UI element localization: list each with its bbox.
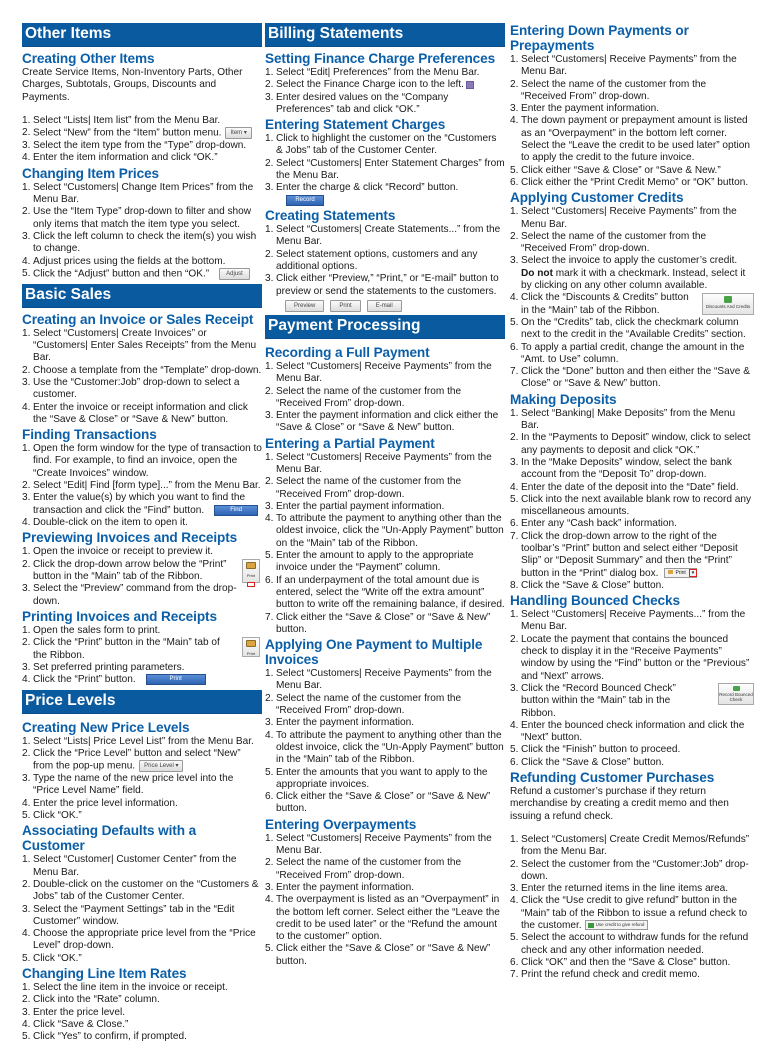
step: 1. Select “Customers| Receive Payments” from the Menu Bar. bbox=[265, 668, 492, 692]
step: 3. Enter the charge & click “Record” button.Record bbox=[265, 182, 505, 207]
step: 2. Select “New” from the “Item” button menu. Item ▾ bbox=[22, 127, 262, 140]
heading-one-payment-multiple-invoices: Applying One Payment to Multiple Invoices bbox=[265, 637, 483, 668]
heading-bounced-checks: Handling Bounced Checks bbox=[510, 593, 680, 609]
step: 6. Click either the “Print Credit Memo” or “OK” button. bbox=[510, 176, 749, 188]
step: 4. Enter the date of the deposit into the “Date” field. bbox=[510, 481, 739, 493]
step: 4. Enter the bounced check information and click the “Next” button. bbox=[510, 719, 745, 744]
step: 3. Set preferred printing parameters. bbox=[22, 661, 185, 673]
step: 3. Enter the payment information. bbox=[265, 717, 415, 729]
heading-entering-statement-charges: Entering Statement Charges bbox=[265, 117, 446, 133]
heading-finance-charge-preferences: Setting Finance Charge Preferences bbox=[265, 51, 496, 66]
item-menu-button[interactable]: Item ▾ bbox=[225, 127, 251, 139]
step: 1. Select “Customers| Create Credit Memos/Refunds” from the Menu Bar. bbox=[510, 833, 750, 858]
step: 1. Click to highlight the customer on the “Customers & Jobs” tab of the Customer Center. bbox=[265, 133, 497, 157]
step: 1. Select “Customers| Receive Payments” from the Menu Bar. bbox=[510, 206, 737, 230]
steps-list bbox=[22, 115, 262, 165]
finance-charge-icon[interactable] bbox=[466, 81, 474, 89]
step: 1. Select “Lists| Item list” from the Menu Bar. bbox=[22, 114, 221, 126]
print-split-button[interactable] bbox=[664, 568, 697, 578]
step: 4. Click “Save & Close.” bbox=[22, 1018, 129, 1030]
step: 3. Type the name of the new price level into the “Price Level Name” field. bbox=[22, 773, 234, 797]
step: 2. Select the customer from the “Customer:Job” drop-down. bbox=[510, 858, 749, 882]
section-title-billing-statements: Billing Statements bbox=[265, 23, 505, 47]
heading-printing-invoices: Printing Invoices and Receipts bbox=[22, 608, 217, 624]
heading-refunding-purchases: Refunding Customer Purchases bbox=[510, 770, 715, 786]
heading-creating-price-levels: Creating New Price Levels bbox=[22, 719, 190, 735]
step: 3. Click the left column to check the item(s) you wish to change. bbox=[22, 230, 257, 255]
steps-list bbox=[265, 668, 505, 816]
step: 2. Double-click on the customer on the “Customers & Jobs” tab of the Customer Center. bbox=[22, 878, 259, 903]
step: 1. Select “Customers| Receive Payments” from the Menu Bar. bbox=[510, 54, 737, 78]
step: 5. Click either the “Save & Close” or “Save & New” button. bbox=[265, 943, 491, 967]
heading-creating-other-items: Creating Other Items bbox=[22, 51, 155, 66]
discounts-credits-icon[interactable]: Discounts And Credits bbox=[702, 293, 754, 315]
column-1 bbox=[22, 23, 262, 1043]
column-2 bbox=[265, 23, 505, 968]
steps-list bbox=[22, 854, 262, 965]
heading-associating-defaults: Associating Defaults with a Customer bbox=[22, 823, 197, 854]
step: 4. To attribute the payment to anything other than the oldest invoice, click the “Un-Apply Payment” button in the “Main” tab of the Ribbon. bbox=[265, 729, 504, 766]
section-title-basic-sales: Basic Sales bbox=[22, 284, 262, 308]
steps-list bbox=[22, 546, 262, 607]
statement-buttons bbox=[285, 300, 505, 312]
steps-list bbox=[265, 224, 505, 298]
record-bounced-check-icon[interactable]: Record Bounced Check bbox=[718, 683, 754, 705]
record-button[interactable]: Record bbox=[286, 195, 324, 206]
step: 3. Enter the price level. bbox=[22, 1006, 126, 1018]
step: 1. Select “Edit| Preferences” from the Menu Bar. bbox=[265, 67, 480, 78]
adjust-button[interactable]: Adjust bbox=[219, 268, 250, 280]
step: 2. Select the name of the customer from the “Received From” drop-down. bbox=[265, 476, 462, 500]
step: 3. In the “Make Deposits” window, select the bank account from the “Deposit To” drop-down. bbox=[510, 456, 732, 481]
step: 1. Select “Customer| Customer Center” from the Menu Bar. bbox=[22, 854, 237, 878]
steps-list bbox=[265, 833, 505, 968]
steps-list bbox=[510, 834, 754, 982]
step: 5. Select the account to withdraw funds for the refund check and any other information needed. bbox=[510, 932, 749, 956]
step: 7. Click the drop-down arrow to the right of the toolbar’s “Print” button and select either “Deposit Slip” or “Deposit Summary” and then the “Print” button in the “Print” dialog box. Print ▾ bbox=[510, 530, 738, 579]
printer-icon bbox=[246, 562, 256, 569]
step: 3. Click either “Preview,” “Print,” or “E-mail” button to preview or send the statements to the customers. bbox=[265, 273, 499, 297]
step: 6. If an underpayment of the total amount due is entered, select the “Write off the extra amount” button to write off the remaining balance, if desired. bbox=[265, 574, 505, 611]
steps-list bbox=[265, 67, 505, 116]
steps-list bbox=[22, 625, 262, 687]
heading-making-deposits: Making Deposits bbox=[510, 391, 617, 407]
step: 6. Enter any “Cash back” information. bbox=[510, 518, 677, 530]
step: 2. In the “Payments to Deposit” window, click to select any payments to deposit and click “OK.” bbox=[510, 432, 751, 456]
heading-changing-item-prices: Changing Item Prices bbox=[22, 165, 159, 181]
step: 4. Click the “Print” button. Print bbox=[22, 674, 262, 686]
step: 2. Use the “Item Type” drop-down to filter and show only items that match the item type you select. bbox=[22, 206, 252, 230]
step: 1. Select “Lists| Price Level List” from the Menu Bar. bbox=[22, 735, 254, 747]
step: 4. The down payment or prepayment amount is listed as an “Overpayment” in the bottom left corner. Select the “Leave the credit to be used later” option to apply the credit to the future invoice. bbox=[510, 115, 750, 164]
steps-list bbox=[265, 133, 505, 207]
step: 5. Click “Yes” to confirm, if prompted. bbox=[22, 1031, 187, 1043]
step: 2. Select “Edit| Find [form type]...” from the Menu Bar. bbox=[22, 480, 261, 492]
heading-previewing-invoices: Previewing Invoices and Receipts bbox=[22, 530, 238, 546]
print-dropdown-icon[interactable]: Print bbox=[242, 559, 260, 583]
print-icon: Print bbox=[665, 570, 689, 576]
print-button[interactable]: Print bbox=[146, 674, 206, 685]
steps-list bbox=[510, 206, 754, 390]
step: 7. Click the “Done” button and then either the “Save & Close” or “Save & New” button. bbox=[510, 366, 750, 390]
print-ribbon-icon[interactable]: Print bbox=[242, 637, 260, 657]
steps-list bbox=[22, 443, 262, 529]
step: 3. Select the invoice to apply the customer’s credit. Do not mark it with a checkmark. Instead, select it by clicking on any other column available. bbox=[510, 255, 746, 292]
step: 2. Click into the “Rate” column. bbox=[22, 994, 160, 1006]
printer-icon bbox=[246, 640, 256, 647]
step: 3. Enter desired values on the “Company Preferences” tab and click “OK.” bbox=[265, 91, 449, 115]
step: 5. Click the “Finish” button to proceed. bbox=[510, 744, 681, 756]
section-title-other-items: Other Items bbox=[22, 23, 262, 47]
step: 3. Click the “Record Bounced Check” button within the “Main” tab in the Ribbon. Record Bounced Check bbox=[510, 682, 753, 719]
step: 8. Click the “Save & Close” button. bbox=[510, 579, 665, 591]
intro-text: Create Service Items, Non-Inventory Parts, Other Charges, Subtotals, Groups, Discounts and Payments. bbox=[22, 67, 243, 103]
step: 2. Select the name of the customer from the “Received From” drop-down. bbox=[265, 692, 462, 717]
steps-list bbox=[22, 182, 262, 281]
step: 4. Double-click on the item to open it. bbox=[22, 517, 188, 529]
step: 4. Choose the appropriate price level from the “Price Level” drop-down. bbox=[22, 928, 256, 952]
step: 6. Click “OK” and then the “Save & Close” button. bbox=[510, 956, 731, 968]
step: 3. Select the “Payment Settings” tab in the “Edit Customer” window. bbox=[22, 903, 235, 927]
step: 5. Enter the amount to apply to the appropriate invoice under the “Payment” column. bbox=[265, 550, 474, 574]
step: 5. Click “OK.” bbox=[22, 952, 82, 964]
step: 3. Select the “Preview” command from the drop-down. bbox=[22, 583, 237, 607]
use-credit-refund-button[interactable]: Use credit to give refund bbox=[585, 920, 649, 930]
steps-list bbox=[510, 54, 754, 189]
step: 1. Select “Customers| Receive Payments...” from the Menu Bar. bbox=[510, 609, 746, 633]
step: 1. Open the sales form to print. bbox=[22, 624, 161, 636]
steps-list bbox=[510, 408, 754, 592]
step: 2. Select the name of the customer from the “Received From” drop-down. bbox=[265, 385, 462, 409]
step: 2. Select the name of the customer from the “Received From” drop-down. bbox=[510, 78, 707, 102]
step: 5. Click “OK.” bbox=[22, 810, 82, 822]
step: 4. Click the “Use credit to give refund” button in the “Main” tab of the Ribbon to issue a refund check to the customer. Use credit to give refund bbox=[510, 895, 748, 931]
step: 7. Print the refund check and credit memo. bbox=[510, 969, 700, 981]
step: 6. Click the “Save & Close” button. bbox=[510, 756, 665, 768]
step: 4. Enter the price level information. bbox=[22, 797, 178, 809]
price-level-button[interactable]: Price Level ▾ bbox=[139, 760, 183, 772]
step: 3. Use the “Customer:Job” drop-down to select a customer. bbox=[22, 376, 240, 401]
step: 1. Select the line item in the invoice or receipt. bbox=[22, 981, 228, 993]
step: 2. Click the “Price Level” button and select “New” from the pop-up menu. Price Level ▾ bbox=[22, 747, 241, 772]
heading-applying-customer-credits: Applying Customer Credits bbox=[510, 190, 684, 206]
heading-down-payments: Entering Down Payments or Prepayments bbox=[510, 23, 689, 53]
heading-finding-transactions: Finding Transactions bbox=[22, 427, 157, 443]
step: 2. Click the “Print” button in the “Main” tab of the Ribbon. Print bbox=[22, 637, 262, 662]
heading-partial-payment: Entering a Partial Payment bbox=[265, 435, 435, 451]
step: 2. Select the Finance Charge icon to the left. bbox=[265, 79, 505, 91]
step: 2. Choose a template from the “Template” drop-down. bbox=[22, 364, 262, 376]
section-title-price-levels: Price Levels bbox=[22, 690, 262, 714]
step: 4. Click the “Discounts & Credits” button in the “Main” tab of the Ribbon. Discounts And Credits bbox=[510, 292, 754, 317]
heading-creating-invoice: Creating an Invoice or Sales Receipt bbox=[22, 311, 254, 327]
step: 7. Click either the “Save & Close” or “Save & New” button. bbox=[265, 611, 491, 635]
step: 2. Click the drop-down arrow below the “Print” button in the “Main” tab of the Ribbon. Print bbox=[22, 559, 262, 584]
step: 1. Open the invoice or receipt to preview it. bbox=[22, 546, 214, 558]
heading-entering-overpayments: Entering Overpayments bbox=[265, 816, 417, 832]
column-3 bbox=[510, 22, 754, 981]
step: 1. Select “Customers| Create Invoices” or “Customers| Enter Sales Receipts” from the Menu Bar. bbox=[22, 327, 257, 364]
email-button[interactable]: E-mail bbox=[367, 300, 402, 312]
step: 3. Enter the value(s) by which you want to find the transaction and click the “Find” button. Find bbox=[22, 492, 262, 517]
steps-list bbox=[265, 452, 505, 636]
step: 1. Open the form window for the type of transaction to find. For example, to find an invoice, open the “Create Invoices” window. bbox=[22, 443, 262, 479]
step: 1. Select “Customers| Receive Payments” from the Menu Bar. bbox=[265, 451, 492, 475]
find-button[interactable]: Find bbox=[214, 505, 258, 516]
step: 2. Select the name of the customer from the “Received From” drop-down. bbox=[510, 230, 707, 255]
step: 3. Enter the returned items in the line items area. bbox=[510, 883, 729, 895]
section-title-payment-processing: Payment Processing bbox=[265, 315, 505, 339]
step: 2. Select the name of the customer from the “Received From” drop-down. bbox=[265, 857, 462, 881]
step: 3. Enter the payment information and click either the “Save & Close” or “Save & New” button. bbox=[265, 410, 499, 434]
preview-button[interactable]: Preview bbox=[285, 300, 324, 312]
step: 2. Locate the payment that contains the bounced check to display it in the “Receive Payments” window by using the “Find” button or the “Previous” and “Next” arrows. bbox=[510, 633, 750, 682]
step: 2. Select statement options, customers and any additional options. bbox=[265, 248, 478, 273]
step: 6. Click either the “Save & Close” or “Save & New” button. bbox=[265, 791, 491, 815]
heading-recording-full-payment: Recording a Full Payment bbox=[265, 344, 430, 360]
step: 6. To apply a partial credit, change the amount in the “Amt. to Use” column. bbox=[510, 341, 745, 365]
steps-list bbox=[22, 328, 262, 426]
step: 1. Select “Customers| Receive Payments” from the Menu Bar. bbox=[265, 360, 492, 385]
steps-list bbox=[265, 361, 505, 435]
step: 4. Enter the item information and click “OK.” bbox=[22, 152, 218, 164]
heading-changing-line-item-rates: Changing Line Item Rates bbox=[22, 965, 187, 981]
step: 3. Select the item type from the “Type” drop-down. bbox=[22, 140, 247, 152]
step: 5. On the “Credits” tab, click the checkmark column next to the credit in the “Available Credits” section. bbox=[510, 316, 746, 341]
do-not-emphasis: Do not bbox=[521, 267, 553, 279]
step: 4. Adjust prices using the fields at the bottom. bbox=[22, 255, 226, 267]
chevron-down-icon: ▾ bbox=[691, 569, 695, 576]
step: 5. Enter the amounts that you want to apply to the appropriate invoices. bbox=[265, 766, 488, 790]
step: 5. Click the “Adjust” button and then “OK.” Adjust bbox=[22, 268, 262, 281]
intro-text: Refund a customer’s purchase if they return merchandise by creating a credit memo and then issuing a refund check. bbox=[510, 786, 729, 822]
step: 3. Enter the partial payment information. bbox=[265, 500, 445, 512]
step: 5. Click into the next available blank row to record any miscellaneous amounts. bbox=[510, 493, 752, 518]
step: 2. Select “Customers| Enter Statement Charges” from the Menu Bar. bbox=[265, 157, 505, 182]
step: 1. Select “Banking| Make Deposits” from the Menu Bar. bbox=[510, 407, 736, 432]
print-button[interactable]: Print bbox=[330, 300, 360, 312]
step: 4. To attribute the payment to anything other than the oldest invoice, click the “Un-Apply Payment” button on the “Main” tab of the Ribbon. bbox=[265, 513, 504, 549]
steps-list bbox=[22, 982, 262, 1043]
heading-creating-statements: Creating Statements bbox=[265, 208, 396, 224]
step: 4. The overpayment is listed as an “Overpayment” in the bottom left corner. Select either the “Leave the credit to be used later” or the “Refund the amount to the customer” option. bbox=[265, 894, 500, 943]
step: 1. Select “Customers| Create Statements...” from the Menu Bar. bbox=[265, 224, 501, 248]
step: 1. Select “Customers| Change Item Prices” from the Menu Bar. bbox=[22, 181, 254, 206]
step: 5. Click either “Save & Close” or “Save & New.” bbox=[510, 164, 721, 176]
steps-list bbox=[510, 609, 754, 769]
steps-list bbox=[22, 736, 262, 823]
step: 4. Enter the invoice or receipt information and click the “Save & Close” or “Save & New” button. bbox=[22, 401, 248, 425]
step: 3. Enter the payment information. bbox=[265, 881, 415, 893]
step: 3. Enter the payment information. bbox=[510, 103, 660, 115]
step: 1. Select “Customers| Receive Payments” from the Menu Bar. bbox=[265, 832, 492, 857]
